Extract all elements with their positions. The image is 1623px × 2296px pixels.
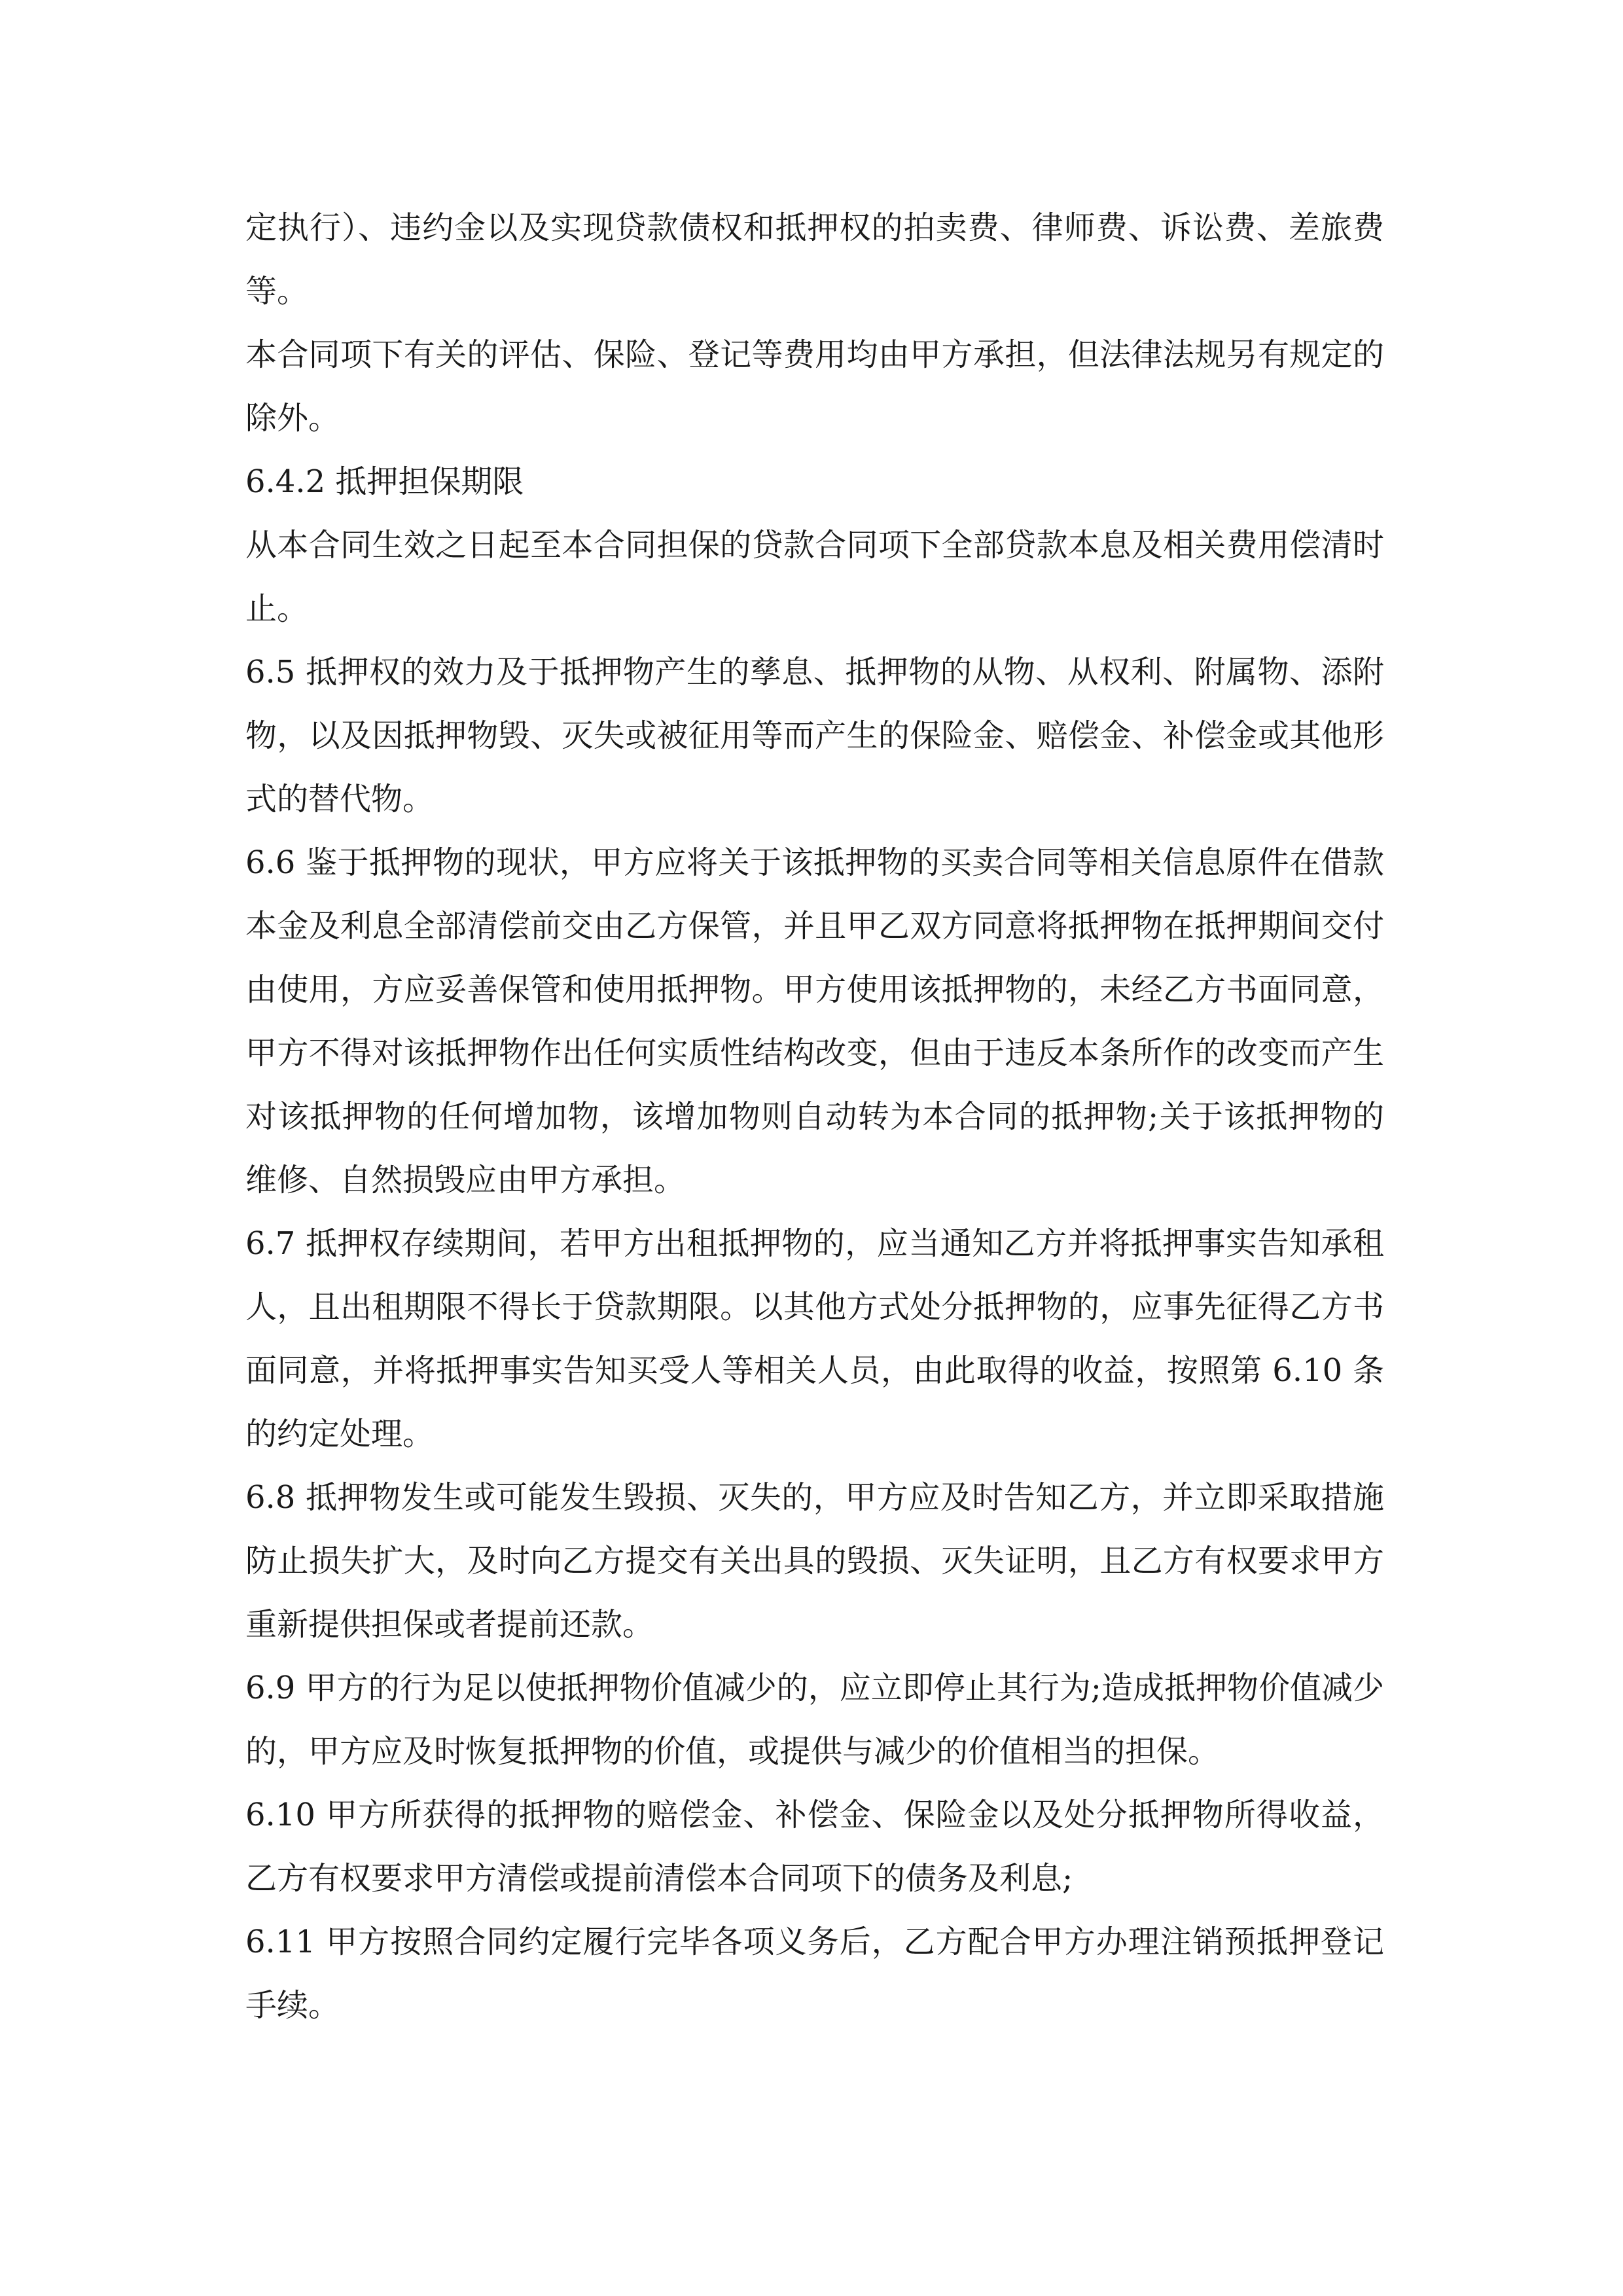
paragraph-6-5: 6.5 抵押权的效力及于抵押物产生的孳息、抵押物的从物、从权利、附属物、添附物，以及因抵押物毁、灭失或被征用等而产生的保险金、赔偿金、补偿金或其他形式的替代物。 <box>245 654 1384 817</box>
paragraph-6-10: 6.10 甲方所获得的抵押物的赔偿金、补偿金、保险金以及处分抵押物所得收益，乙方有权要求甲方清偿或提前清偿本合同项下的债务及利息; <box>245 1797 1384 1897</box>
paragraph-costs-borne: 本合同项下有关的评估、保险、登记等费用均由甲方承担，但法律法规另有规定的除外。 <box>245 336 1384 437</box>
paragraph-fee-continuation: 定执行）、违约金以及实现贷款债权和抵押权的拍卖费、律师费、诉讼费、差旅费等。 <box>245 209 1384 310</box>
document-body <box>245 196 1384 2037</box>
paragraph-6-4-2-heading: 6.4.2 抵押担保期限 <box>245 463 524 500</box>
paragraph-6-11: 6.11 甲方按照合同约定履行完毕各项义务后，乙方配合甲方办理注销预抵押登记手续。 <box>245 1924 1384 2024</box>
paragraph-guarantee-period: 从本合同生效之日起至本合同担保的贷款合同项下全部贷款本息及相关费用偿清时止。 <box>245 527 1384 627</box>
paragraph-6-6: 6.6 鉴于抵押物的现状，甲方应将关于该抵押物的买卖合同等相关信息原件在借款本金及利息全部清偿前交由乙方保管，并且甲乙双方同意将抵押物在抵押期间交付由使用，方应妥善保管和使用抵押物。甲方使用该抵押物的，未经乙方书面同意，甲方不得对该抵押物作出任何实质性结构改变，但由于违反本条所作的改变而产生对该抵押物的任何增加物，该增加物则自动转为本合同的抵押物;关于该抵押物的维修、自然损毁应由甲方承担。 <box>245 844 1384 1198</box>
paragraph-6-9: 6.9 甲方的行为足以使抵押物价值减少的，应立即停止其行为;造成抵押物价值减少的，甲方应及时恢复抵押物的价值，或提供与减少的价值相当的担保。 <box>245 1670 1384 1770</box>
paragraph-6-7: 6.7 抵押权存续期间，若甲方出租抵押物的，应当通知乙方并将抵押事实告知承租人，且出租期限不得长于贷款期限。以其他方式处分抵押物的，应事先征得乙方书面同意，并将抵押事实告知买受人等相关人员，由此取得的收益，按照第 6.10 条的约定处理。 <box>245 1225 1384 1452</box>
paragraph-6-8: 6.8 抵押物发生或可能发生毁损、灭失的，甲方应及时告知乙方，并立即采取措施防止损失扩大，及时向乙方提交有关出具的毁损、灭失证明，且乙方有权要求甲方重新提供担保或者提前还款。 <box>245 1479 1384 1643</box>
